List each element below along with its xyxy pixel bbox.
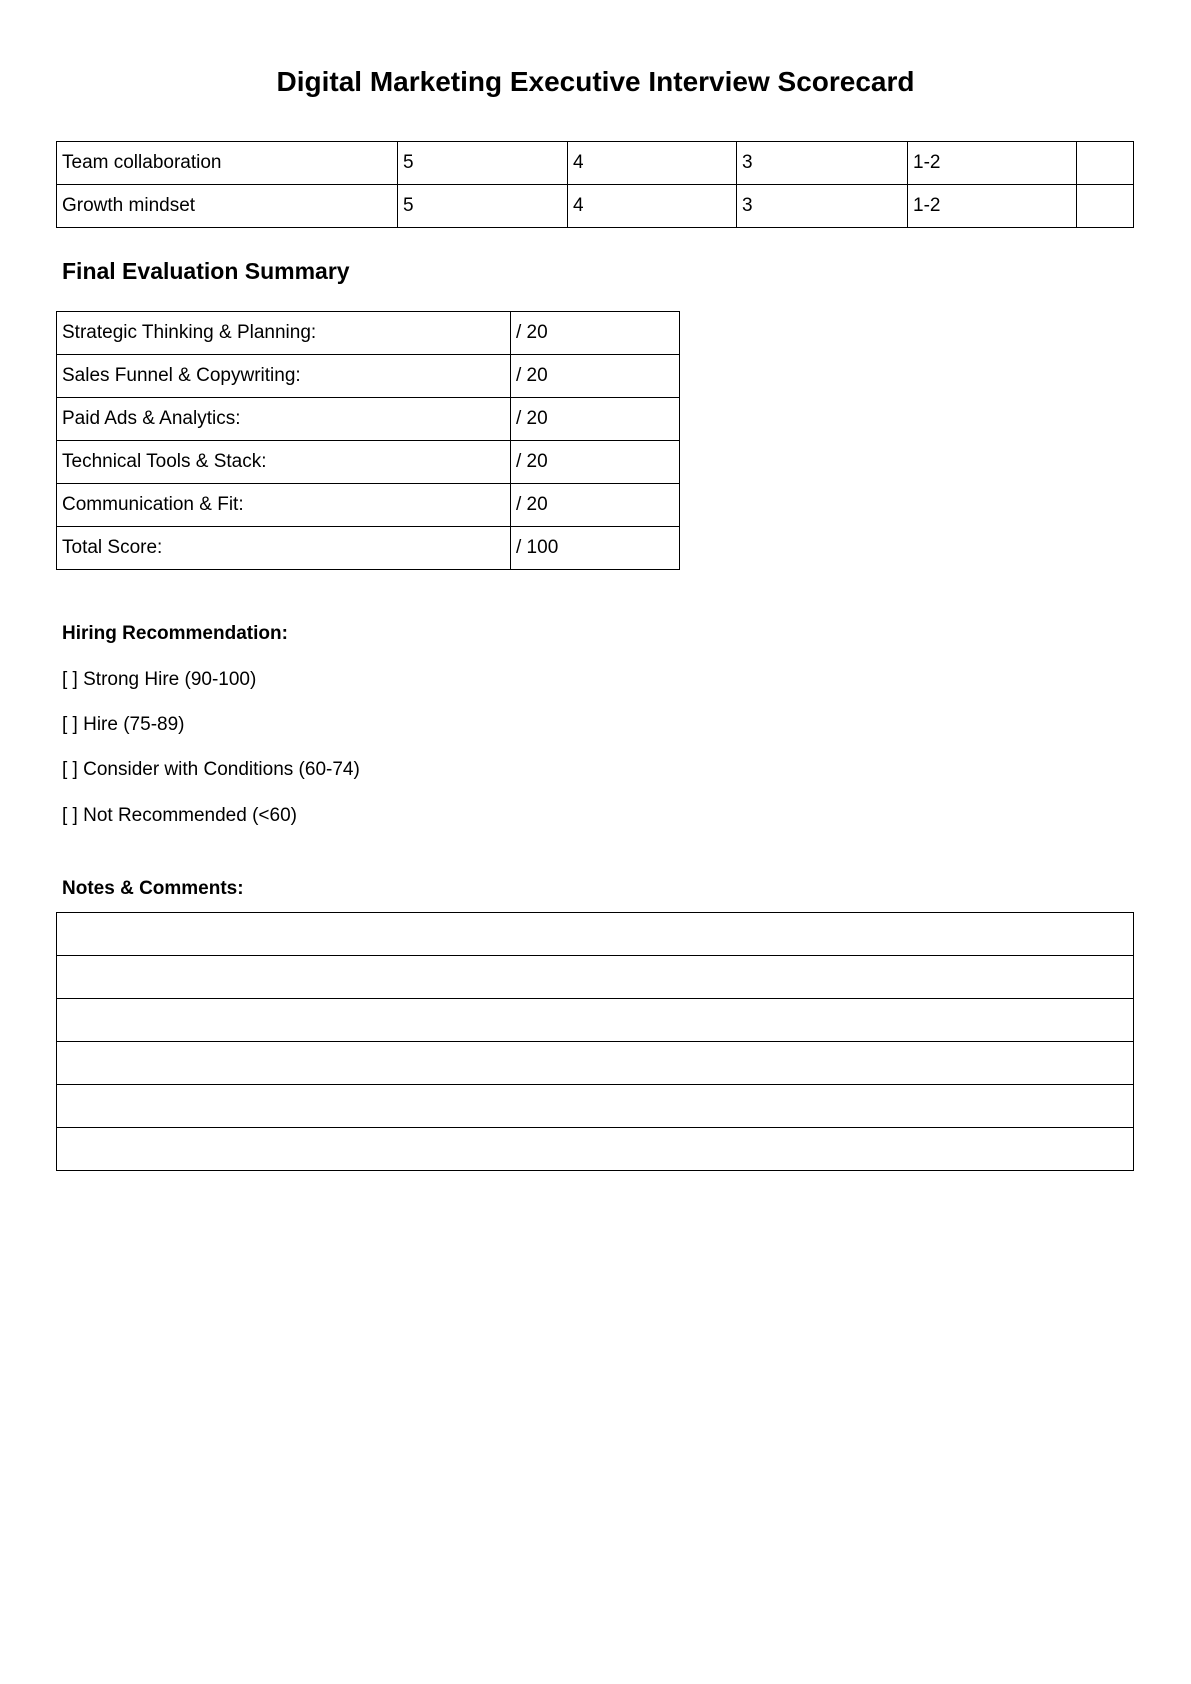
option-hire[interactable]: [ ] Hire (75-89): [62, 714, 185, 735]
summary-table: [56, 311, 680, 570]
score-1-2: 1-2: [908, 142, 1077, 185]
notes-line[interactable]: [57, 999, 1134, 1042]
notes-heading: Notes & Comments:: [62, 878, 244, 899]
score-4: 4: [568, 142, 737, 185]
total-score[interactable]: / 100: [511, 527, 680, 570]
option-not-recommended[interactable]: [ ] Not Recommended (<60): [62, 805, 297, 826]
summary-label: Paid Ads & Analytics:: [57, 398, 511, 441]
table-row: [57, 185, 1134, 228]
table-row: [57, 312, 680, 355]
score-entry-cell[interactable]: [1077, 142, 1134, 185]
notes-cell[interactable]: [57, 956, 1134, 999]
table-row: [57, 441, 680, 484]
table-row: [57, 398, 680, 441]
summary-heading: Final Evaluation Summary: [62, 258, 350, 284]
notes-cell[interactable]: [57, 913, 1134, 956]
page-title: Digital Marketing Executive Interview Scorecard: [276, 66, 915, 97]
notes-line[interactable]: [57, 913, 1134, 956]
notes-cell[interactable]: [57, 1042, 1134, 1085]
summary-score[interactable]: / 20: [511, 398, 680, 441]
summary-score[interactable]: / 20: [511, 355, 680, 398]
notes-cell[interactable]: [57, 1085, 1134, 1128]
notes-table: [56, 912, 1134, 1171]
criterion-name: Team collaboration: [57, 142, 398, 185]
notes-line[interactable]: [57, 1085, 1134, 1128]
table-row: [57, 142, 1134, 185]
summary-label: Technical Tools & Stack:: [57, 441, 511, 484]
score-3: 3: [737, 142, 908, 185]
table-row: [57, 527, 680, 570]
summary-score[interactable]: / 20: [511, 312, 680, 355]
summary-label: Sales Funnel & Copywriting:: [57, 355, 511, 398]
summary-label: Total Score:: [57, 527, 511, 570]
table-row: [57, 484, 680, 527]
notes-cell[interactable]: [57, 1128, 1134, 1171]
option-strong-hire[interactable]: [ ] Strong Hire (90-100): [62, 669, 257, 690]
score-5: 5: [398, 142, 568, 185]
notes-line[interactable]: [57, 956, 1134, 999]
option-consider[interactable]: [ ] Consider with Conditions (60-74): [62, 759, 360, 780]
notes-line[interactable]: [57, 1128, 1134, 1171]
score-4: 4: [568, 185, 737, 228]
summary-score[interactable]: / 20: [511, 441, 680, 484]
criterion-name: Growth mindset: [57, 185, 398, 228]
score-entry-cell[interactable]: [1077, 185, 1134, 228]
recommendation-heading: Hiring Recommendation:: [62, 623, 288, 644]
notes-line[interactable]: [57, 1042, 1134, 1085]
table-row: [57, 355, 680, 398]
summary-label: Strategic Thinking & Planning:: [57, 312, 511, 355]
score-1-2: 1-2: [908, 185, 1077, 228]
summary-score[interactable]: / 20: [511, 484, 680, 527]
score-3: 3: [737, 185, 908, 228]
notes-cell[interactable]: [57, 999, 1134, 1042]
criteria-table: [56, 141, 1134, 228]
summary-label: Communication & Fit:: [57, 484, 511, 527]
score-5: 5: [398, 185, 568, 228]
